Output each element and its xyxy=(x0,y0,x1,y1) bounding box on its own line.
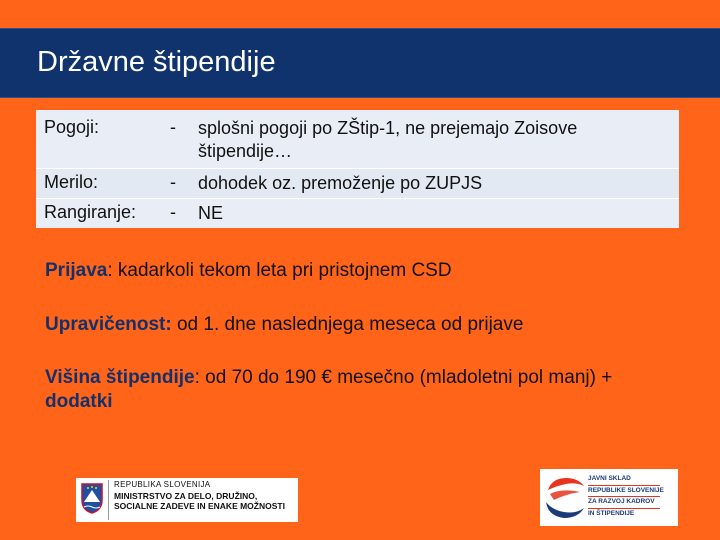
fund-line-2: REPUBLIKE SLOVENIJE xyxy=(588,486,664,494)
visina-paragraph xyxy=(45,366,645,414)
conditions-table xyxy=(36,110,679,228)
divider xyxy=(588,485,660,486)
upravicenost-paragraph xyxy=(45,313,645,337)
slide-title: Državne štipendije xyxy=(37,46,276,78)
row-label: Pogoji: xyxy=(44,117,100,137)
divider xyxy=(588,508,660,509)
row-label: Rangiranje: xyxy=(36,198,158,228)
coat-of-arms-icon xyxy=(80,482,104,514)
row-value: NE xyxy=(198,198,679,228)
row-dash: - xyxy=(158,198,198,228)
divider xyxy=(108,480,109,520)
ministry-line-1: MINISTRSTVO ZA DELO, DRUŽINO, xyxy=(114,491,258,501)
scholarship-fund-logo xyxy=(540,469,678,526)
prijava-paragraph xyxy=(45,259,645,283)
title-bar xyxy=(0,28,720,98)
row-value: dohodek oz. premoženje po ZUPJS xyxy=(198,168,679,198)
table-row xyxy=(36,168,679,198)
table-row xyxy=(36,198,679,228)
ministry-line-2: SOCIALNE ZADEVE IN ENAKE MOŽNOSTI xyxy=(114,501,285,511)
fund-line-4: IN ŠTIPENDIJE xyxy=(588,509,635,517)
fund-name xyxy=(588,475,664,518)
swoosh-emblem-icon xyxy=(542,472,588,522)
table-row xyxy=(36,110,679,168)
row-label: Merilo: xyxy=(36,168,158,198)
visina-text: : od 70 do 190 € mesečno (mladoletni pol manj) + xyxy=(194,367,613,388)
visina-extra: dodatki xyxy=(45,391,113,412)
upravicenost-text: od 1. dne naslednjega meseca od prijave xyxy=(171,314,524,335)
row-value: splošni pogoji po ZŠtip-1, ne prejemajo Zoisove štipendije… xyxy=(198,118,578,162)
prijava-text: : kadarkoli tekom leta pri pristojnem CSD xyxy=(107,260,452,281)
fund-line-3: ZA RAZVOJ KADROV xyxy=(588,498,655,505)
visina-term: Višina štipendije xyxy=(45,367,195,388)
republic-label: REPUBLIKA SLOVENIJA xyxy=(114,480,211,489)
upravicenost-term: Upravičenost: xyxy=(45,314,172,335)
row-dash: - xyxy=(170,117,176,137)
divider xyxy=(588,496,660,497)
ministry-logo xyxy=(76,478,298,522)
prijava-term: Prijava xyxy=(45,260,108,281)
fund-line-1: JAVNI SKLAD xyxy=(588,475,631,482)
row-dash: - xyxy=(158,168,198,198)
